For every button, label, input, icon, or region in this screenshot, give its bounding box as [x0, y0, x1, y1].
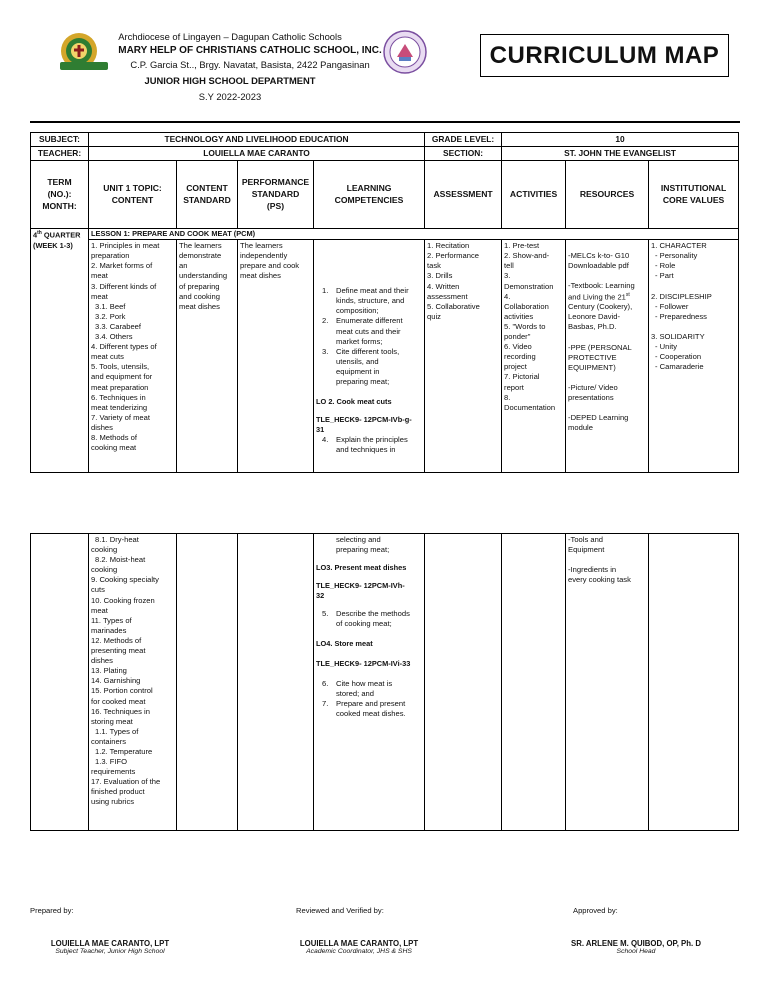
teacher-label: TEACHER:: [31, 147, 89, 161]
content-line: 7. Variety of meat: [91, 412, 150, 422]
competency-item: 4. Explain the principles and techniques in: [322, 434, 408, 454]
activities-cell: [502, 240, 566, 473]
content-line: 8.2. Moist-heat: [95, 555, 146, 565]
resource-line: -MELCs k-to- G10: [568, 251, 630, 261]
department-line: JUNIOR HIGH SCHOOL DEPARTMENT: [144, 75, 316, 86]
content-line: 3.1. Beef: [95, 301, 126, 311]
content-line: 11. Types of: [91, 615, 132, 625]
content-line: 3. Different kinds of: [91, 281, 157, 291]
resource-line: Equipment: [568, 545, 605, 555]
resource-line: module: [568, 423, 593, 433]
resource-line: Downloadable pdf: [568, 261, 629, 271]
content-line: cooking: [91, 565, 118, 575]
competency-item: 1. Define meat and their kinds, structure, and composition;: [322, 286, 409, 316]
performance-standard-line: prepare and cook: [240, 261, 300, 271]
content-line: dishes: [91, 656, 113, 666]
learning-competencies-cell: [314, 240, 425, 473]
content-standard-line: an: [179, 261, 188, 271]
assessment-line: 5. Collaborative: [427, 301, 480, 311]
activity-line: recording: [504, 352, 536, 362]
core-value-line: - Role: [655, 261, 676, 271]
performance-standard-line: independently: [240, 251, 288, 261]
activity-line: 1. Pre-test: [504, 241, 540, 251]
resource-line: PROTECTIVE: [568, 352, 617, 362]
performance-standard-line: The learners: [240, 241, 283, 251]
core-value-line: - Camaraderie: [655, 362, 704, 372]
curriculum-table-page2: [30, 533, 739, 831]
reviewed-role: Academic Coordinator, JHS & SHS: [306, 948, 412, 955]
lo2-heading: LO 2. Cook meat cuts: [316, 397, 392, 407]
activity-line: 3.: [504, 271, 511, 281]
content-line: meat: [91, 271, 108, 281]
activity-line: 2. Show-and-: [504, 251, 550, 261]
performance-standard-cell: [238, 240, 314, 473]
content-line: 3.4. Others: [95, 332, 133, 342]
assessment-line: 2. Performance: [427, 251, 479, 261]
activity-line: 5. "Words to: [504, 321, 546, 331]
col-header-learning-competencies: LEARNING COMPETENCIES: [314, 161, 425, 229]
col-header-unit-topic: UNIT 1 TOPIC: CONTENT: [89, 161, 177, 229]
lo4-code: TLE_HECK9- 12PCM-IVi-33: [316, 658, 411, 668]
content-line: finished product: [91, 787, 145, 797]
core-value-line: - Follower: [655, 301, 689, 311]
lo2-code: TLE_HECK9- 12PCM-IVb-g- 31: [316, 414, 412, 434]
prepared-name: LOUIELLA MAE CARANTO, LPT: [50, 939, 170, 948]
core-value-line: - Part: [655, 271, 674, 281]
activity-line: 4.: [504, 291, 511, 301]
core-values-cell: [649, 534, 739, 831]
learning-competencies-cell: [314, 534, 425, 831]
core-value-line: - Personality: [655, 251, 698, 261]
col-header-resources: RESOURCES: [566, 161, 649, 229]
resource-line: -DEPED Learning: [568, 413, 629, 423]
content-line: meat tenderizing: [91, 402, 148, 412]
teacher-value: LOUIELLA MAE CARANTO: [89, 147, 425, 161]
resource-line: EQUIPMENT): [568, 362, 616, 372]
content-line: meat cuts: [91, 352, 124, 362]
content-line: meat preparation: [91, 382, 149, 392]
content-line: 1.1. Types of: [95, 726, 139, 736]
col-header-content-standard: CONTENT STANDARD: [177, 161, 238, 229]
content-line: meat: [91, 291, 108, 301]
core-value-line: 1. CHARACTER: [651, 241, 707, 251]
curriculum-table-page1: [30, 132, 739, 473]
content-line: 3.3. Carabeef: [95, 321, 142, 331]
content-standard-line: demonstrate: [179, 251, 222, 261]
performance-standard-line: meat dishes: [240, 271, 281, 281]
unit-content-cell: [89, 534, 177, 831]
assessment-line: 4. Written: [427, 281, 460, 291]
core-value-line: 3. SOLIDARITY: [651, 332, 705, 342]
activity-line: Collaboration: [504, 301, 549, 311]
resources-cell: [566, 534, 649, 831]
content-line: for cooked meat: [91, 696, 146, 706]
core-value-line: [651, 322, 736, 332]
content-line: and equipment for: [91, 372, 153, 382]
activity-line: Documentation: [504, 402, 556, 412]
content-line: 10. Cooking frozen: [91, 595, 155, 605]
prepared-by-label: Prepared by:: [30, 906, 74, 915]
grade-level-value: 10: [502, 133, 739, 147]
section-label: SECTION:: [425, 147, 502, 161]
school-name: MARY HELP OF CHRISTIANS CATHOLIC SCHOOL, INC.: [118, 45, 382, 56]
core-value-line: 2. DISCIPLESHIP: [651, 291, 712, 301]
content-line: 14. Garnishing: [91, 676, 141, 686]
resource-line: Century (Cookery),: [568, 302, 633, 312]
content-line: 8. Methods of: [91, 432, 138, 442]
resources-cell: [566, 240, 649, 473]
col-header-performance-standard: PERFORMANCE STANDARD (PS): [238, 161, 314, 229]
approved-by-label: Approved by:: [573, 906, 618, 915]
reviewed-by-label: Reviewed and Verified by:: [296, 906, 384, 915]
assessment-line: quiz: [427, 311, 441, 321]
school-year: S.Y 2022-2023: [198, 91, 262, 102]
subject-label: SUBJECT:: [31, 133, 89, 147]
col-header-assessment: ASSESSMENT: [425, 161, 502, 229]
content-line: 12. Methods of: [91, 635, 142, 645]
assessment-line: 3. Drills: [427, 271, 453, 281]
content-standard-line: of preparing: [179, 281, 220, 291]
content-line: presenting meat: [91, 646, 146, 656]
resource-line: [568, 403, 646, 413]
content-line: cuts: [91, 585, 105, 595]
core-value-line: - Preparedness: [655, 311, 707, 321]
competency-item: 3. Cite different tools, utensils, and equipment in preparing meat;: [322, 346, 400, 387]
resource-line: [568, 373, 646, 383]
resource-line: [568, 271, 646, 281]
content-standard-line: The learners: [179, 241, 222, 251]
archdiocese-line: Archdiocese of Lingayen – Dagupan Catholic Schools: [118, 31, 342, 42]
lesson-title: LESSON 1: PREPARE AND COOK MEAT (PCM): [89, 229, 739, 240]
col-header-core-values: INSTITUTIONAL CORE VALUES: [649, 161, 739, 229]
reviewed-signatory: [279, 939, 439, 955]
resource-line: [568, 555, 646, 565]
col-header-term: TERM (NO.): MONTH:: [31, 161, 89, 229]
assessment-cell: [425, 240, 502, 473]
activity-line: 8.: [504, 392, 511, 402]
core-value-line: - Unity: [655, 342, 677, 352]
resource-line: every cooking task: [568, 575, 631, 585]
content-line: 16. Techniques in: [91, 706, 150, 716]
resource-line: -Tools and: [568, 535, 604, 544]
activity-line: activities: [504, 311, 534, 321]
content-standard-line: meat dishes: [179, 301, 220, 311]
content-line: cooking meat: [91, 443, 137, 453]
content-line: cooking: [91, 545, 118, 555]
school-address: C.P. Garcia St.., Brgy. Navatat, Basista, 2422 Pangasinan: [130, 59, 370, 70]
section-value: ST. JOHN THE EVANGELIST: [502, 147, 739, 161]
header-rule: [30, 121, 740, 123]
content-line: 17. Evaluation of the: [91, 777, 161, 787]
core-value-line: [651, 282, 736, 292]
content-line: preparation: [91, 251, 130, 261]
content-line: 1. Principles in meat: [91, 241, 160, 251]
activity-line: 6. Video: [504, 342, 532, 352]
content-standard-cell: [177, 534, 238, 831]
resource-line: -Picture/ Video: [568, 382, 618, 392]
activity-line: tell: [504, 261, 514, 271]
content-line: 9. Cooking specialty: [91, 575, 159, 585]
approved-signatory: [556, 939, 716, 955]
content-line: 5. Tools, utensils,: [91, 362, 150, 372]
content-line: 15. Portion control: [91, 686, 153, 696]
content-line: dishes: [91, 422, 113, 432]
content-line: 4. Different types of: [91, 342, 157, 352]
activity-line: report: [504, 382, 524, 392]
competency-continuation: selecting and preparing meat;: [336, 535, 390, 555]
activity-line: ponder": [504, 332, 531, 342]
content-standard-line: and cooking: [179, 291, 220, 301]
resource-line: Leonore David-: [568, 312, 620, 322]
content-line: 1.2. Temperature: [95, 746, 153, 756]
col-header-activities: ACTIVITIES: [502, 161, 566, 229]
quarter-cell: 4th QUARTER (WEEK 1-3): [31, 229, 89, 473]
assessment-line: task: [427, 261, 441, 271]
content-line: storing meat: [91, 716, 133, 726]
core-value-line: - Cooperation: [655, 352, 702, 362]
content-standard-line: understanding: [179, 271, 228, 281]
subject-value: TECHNOLOGY AND LIVELIHOOD EDUCATION: [89, 133, 425, 147]
activity-line: 7. Pictorial: [504, 372, 540, 382]
content-line: using rubrics: [91, 797, 135, 807]
prepared-role: Subject Teacher, Junior High School: [55, 948, 165, 955]
performance-standard-cell: [238, 534, 314, 831]
resource-line: -PPE (PERSONAL: [568, 342, 632, 352]
content-line: 3.2. Pork: [95, 311, 126, 321]
assessment-line: assessment: [427, 291, 468, 301]
content-line: requirements: [91, 767, 136, 777]
lo4-heading: LO4. Store meat: [316, 638, 373, 648]
content-line: 6. Techniques in: [91, 392, 146, 402]
activity-line: Demonstration: [504, 281, 554, 291]
competency-item: 2. Enumerate different meat cuts and their market forms;: [322, 316, 403, 346]
grade-level-label: GRADE LEVEL:: [425, 133, 502, 147]
lo3-heading: LO3. Present meat dishes: [316, 563, 407, 573]
unit-content-cell: [89, 240, 177, 473]
resource-line: -Textbook: Learning: [568, 281, 635, 291]
activities-cell: [502, 534, 566, 831]
core-values-cell: [649, 240, 739, 473]
content-standard-cell: [177, 240, 238, 473]
curriculum-map-title: CURRICULUM MAP: [480, 34, 729, 77]
assessment-line: 1. Recitation: [427, 241, 470, 251]
resource-line: -Ingredients in: [568, 565, 617, 575]
resource-line: Basbas, Ph.D.: [568, 322, 617, 332]
lo3-code: TLE_HECK9- 12PCM-IVh- 32: [316, 581, 405, 600]
content-line: 2. Market forms of: [91, 261, 153, 271]
competency-item: 7. Prepare and present cooked meat dishes.: [322, 698, 406, 718]
activity-line: project: [504, 362, 527, 372]
content-line: meat: [91, 605, 108, 615]
prepared-signatory: [30, 939, 190, 955]
competency-item: 5. Describe the methods of cooking meat;: [322, 608, 410, 628]
approved-role: School Head: [616, 948, 656, 955]
content-line: 1.3. FIFO: [95, 757, 128, 767]
term-cell: [31, 534, 89, 831]
content-line: marinades: [91, 625, 127, 635]
content-line: 13. Plating: [91, 666, 127, 676]
competency-item: 6. Cite how meat is stored; and: [322, 678, 393, 698]
reviewed-name: LOUIELLA MAE CARANTO, LPT: [299, 939, 419, 948]
approved-name: SR. ARLENE M. QUIBOD, OP, Ph. D: [571, 939, 701, 948]
resource-line: [568, 332, 646, 342]
resource-line: presentations: [568, 393, 614, 403]
resource-line: and Living the 21st: [568, 291, 630, 302]
content-line: containers: [91, 736, 127, 746]
content-line: 8.1. Dry-heat: [95, 535, 139, 544]
assessment-cell: [425, 534, 502, 831]
